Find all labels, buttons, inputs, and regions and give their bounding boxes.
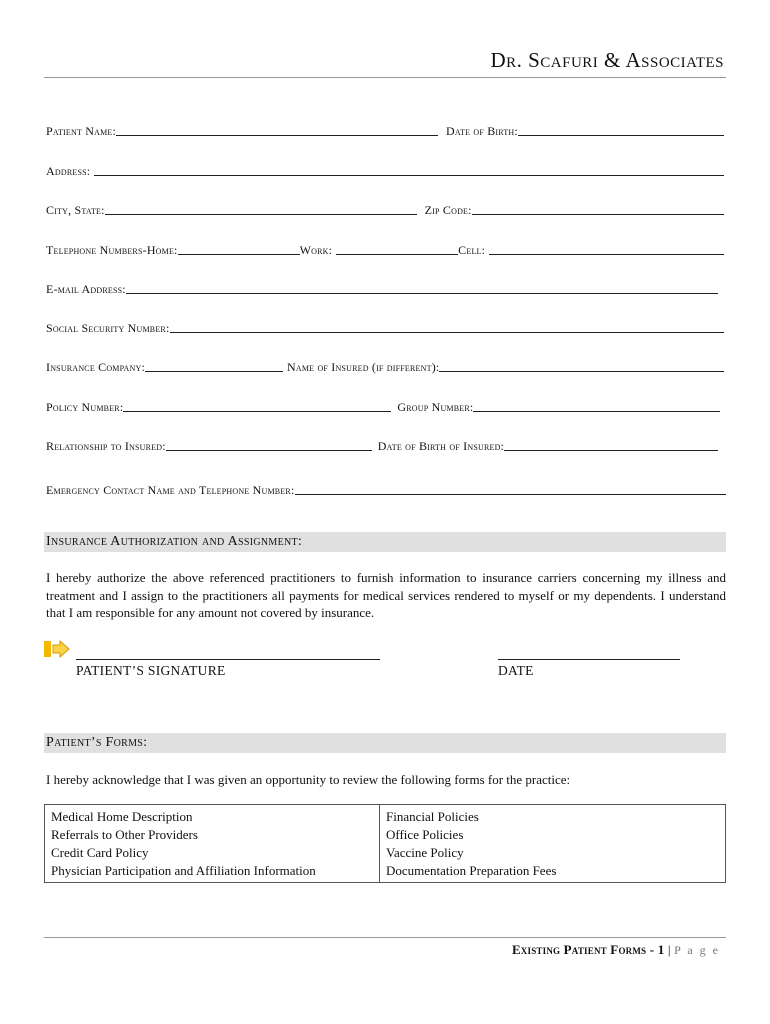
sign-here-arrow-icon [44,639,70,659]
telephone-home-field[interactable] [178,254,300,255]
footer-page-word: P a g e [674,943,720,957]
zip-code-label: Zip Code: [424,203,472,217]
work-label: Work: [299,243,333,257]
form-item-financial: Financial Policies [386,809,479,824]
group-number-field[interactable] [473,411,720,412]
relationship-field[interactable] [166,450,372,451]
date-of-birth-field[interactable] [518,135,724,136]
forms-right-column [380,805,726,883]
patient-name-field[interactable] [116,135,438,136]
page-footer [512,942,720,958]
footer-page-number: 1 [657,942,665,957]
name-of-insured-field[interactable] [439,371,724,372]
page-title: Dr. Scafuri & Associates [490,48,724,72]
policy-number-label: Policy Number: [46,400,124,414]
dob-insured-field[interactable] [504,450,718,451]
relationship-label: Relationship to Insured: [46,439,166,453]
row-relationship [46,439,718,454]
form-item-medical-home: Medical Home Description [51,809,193,824]
signature-date-label: DATE [498,663,534,678]
dob-insured-label: Date of Birth of Insured: [377,439,505,453]
patient-name-label: Patient Name: [46,124,117,138]
address-field[interactable] [94,175,724,176]
cell-field[interactable] [489,254,724,255]
form-item-office: Office Policies [386,827,464,842]
emergency-contact-label: Emergency Contact Name and Telephone Number: [46,483,295,497]
row-address [46,164,724,179]
row-policy [46,400,720,415]
ssn-label: Social Security Number: [46,321,170,335]
auth-paragraph: I hereby authorize the above referenced practitioners to furnish information to insurance carriers concerning my illness and treatment and I assign to the practitioners all payments for medical services rendered to myself or my dependents. I understand that I am responsible for any amount not covered by insurance. [46,570,726,620]
name-of-insured-label: Name of Insured (if different): [287,360,440,374]
row-emergency [46,483,726,498]
forms-table [44,804,726,883]
form-item-documentation-fees: Documentation Preparation Fees [386,863,557,878]
emergency-contact-field[interactable] [295,494,727,495]
city-state-field[interactable] [105,214,417,215]
row-insurance [46,360,724,375]
ssn-field[interactable] [170,332,724,333]
row-ssn [46,321,724,336]
form-item-credit-card: Credit Card Policy [51,845,149,860]
insurance-company-field[interactable] [145,371,283,372]
insurance-company-label: Insurance Company: [46,360,145,374]
forms-paragraph: I hereby acknowledge that I was given an opportunity to review the following forms for the practice: [46,772,571,787]
row-city-zip [46,203,724,218]
form-item-physician-participation: Physician Participation and Affiliation Information [51,863,316,878]
form-item-vaccine: Vaccine Policy [386,845,464,860]
forms-section-heading: Patient’s Forms: [44,733,726,753]
cell-label: Cell: [458,243,486,257]
work-field[interactable] [336,254,458,255]
header-divider [44,77,726,78]
signature-date-field[interactable] [498,659,680,660]
date-of-birth-label: Date of Birth: [446,124,518,138]
auth-section-heading: Insurance Authorization and Assignment: [44,532,726,552]
telephone-home-label: Telephone Numbers-Home: [46,243,178,257]
form-item-referrals: Referrals to Other Providers [51,827,198,842]
zip-code-field[interactable] [472,214,724,215]
patient-signature-field[interactable] [76,659,380,660]
row-email [46,282,718,297]
patient-signature-label: PATIENT’S SIGNATURE [76,663,226,678]
forms-left-column [45,805,380,883]
footer-separator: | [667,942,671,957]
row-patient-name [46,124,724,139]
footer-title: Existing Patient Forms - [511,942,655,957]
address-label: Address: [46,164,91,178]
email-field[interactable] [126,293,718,294]
policy-number-field[interactable] [123,411,391,412]
city-state-label: City, State: [46,203,105,217]
group-number-label: Group Number: [397,400,474,414]
email-label: E-mail Address: [46,282,126,296]
footer-divider [44,937,726,938]
row-telephone [46,243,724,258]
